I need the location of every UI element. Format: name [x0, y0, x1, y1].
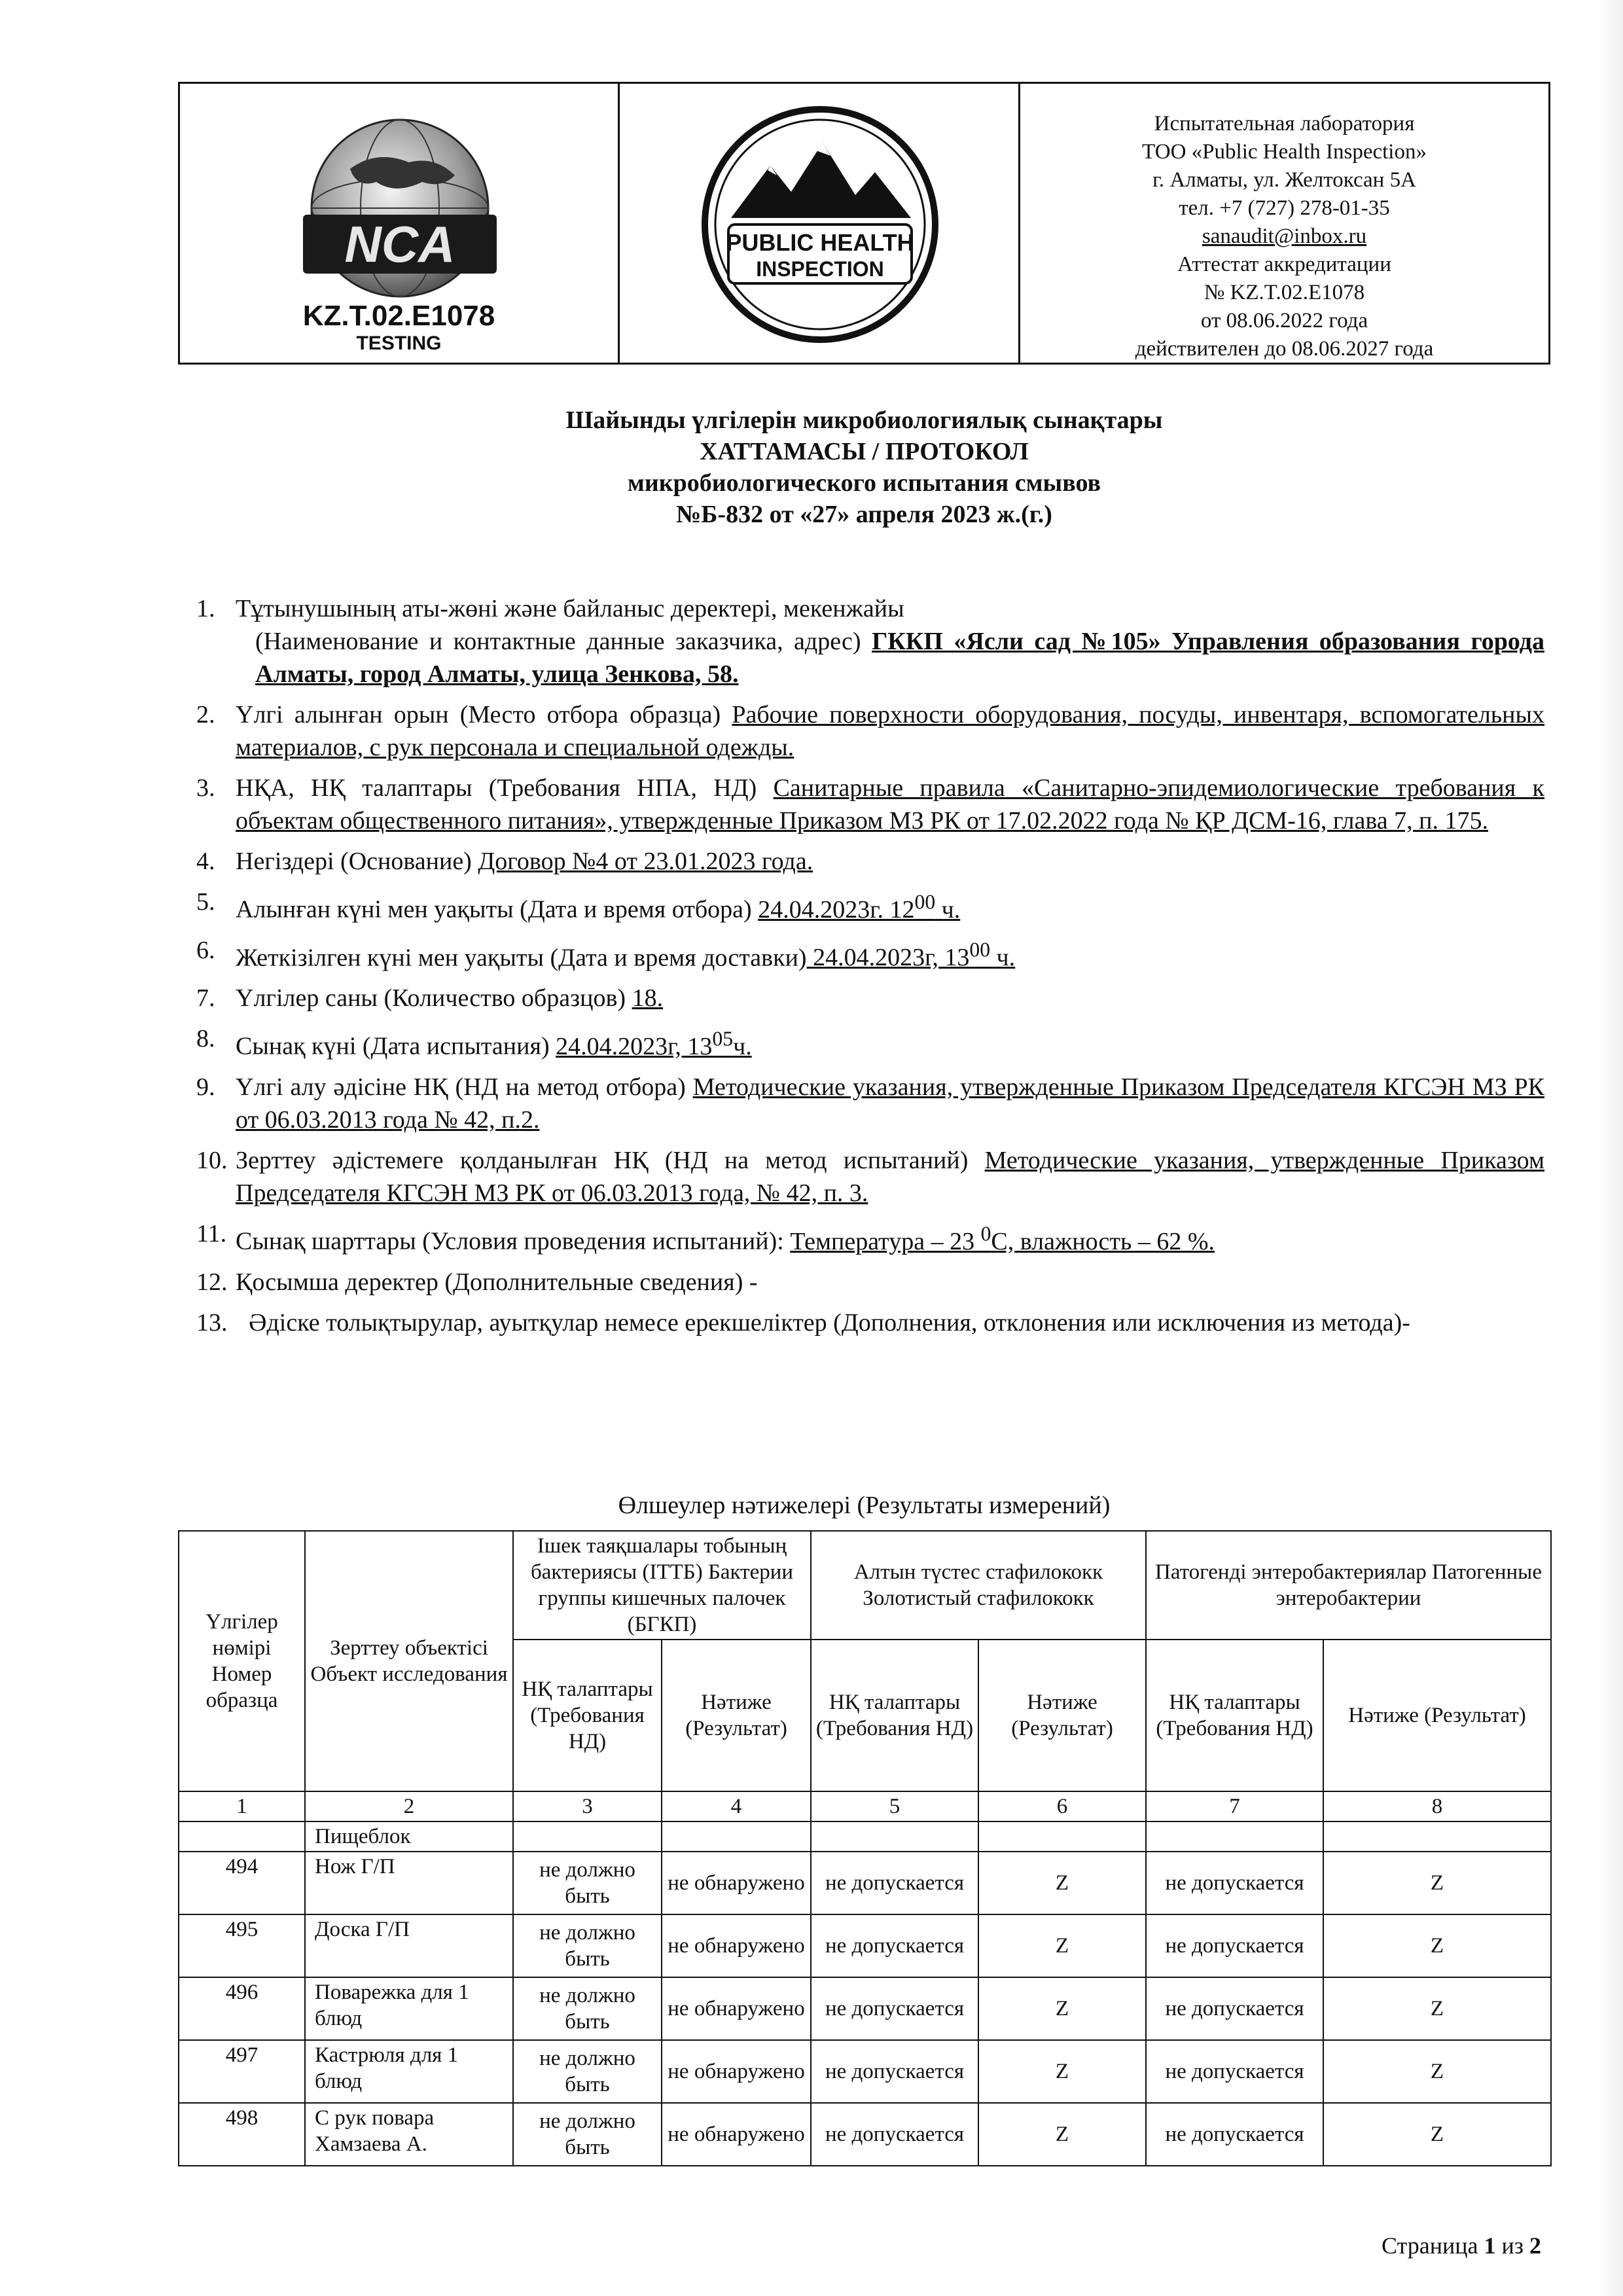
cell-staph-res: Z: [978, 2103, 1146, 2166]
scan-edge-shadow: [1597, 0, 1623, 2296]
item-label: Үлгі алу әдісіне НҚ (НД на метод отбора): [236, 1073, 686, 1101]
lab-line-1: Испытательная лаборатория: [1154, 112, 1415, 135]
item-number: 5.: [196, 888, 215, 916]
column-number: 4: [662, 1791, 811, 1821]
page-prefix: Страница: [1382, 2233, 1484, 2259]
cell-patho-res: Z: [1323, 1852, 1551, 1914]
table-row: [179, 1977, 1551, 2040]
item-11: [196, 1217, 1544, 1258]
lab-line-2: ТОО «Public Health Inspection»: [1142, 140, 1427, 164]
header-res: Нәтиже (Результат): [978, 1640, 1146, 1791]
cell-bgkp-res: не обнаружено: [662, 2103, 811, 2166]
phi-logo-line1: PUBLIC HEALTH: [726, 229, 914, 256]
header-staph: Алтын түстес стафилококк Золотистый стафилококк: [811, 1531, 1146, 1640]
item-1: [196, 592, 1544, 691]
nca-globe-logo: [180, 84, 620, 300]
item-value: ГККП «Ясли сад №105» Управления образования города Алматы, город Алматы, улица Зенкова, 58.: [255, 628, 1545, 688]
item-number: 1.: [196, 595, 215, 622]
item-value: 24.04.2023г. 12: [758, 895, 915, 924]
public-health-inspection-logo: [620, 84, 1020, 363]
item-value: Методические указания, утвержденные Приказом Председателя КГСЭН МЗ РК от 06.03.2013 года № 42, п.2.: [236, 1073, 1545, 1134]
phi-logo-cell: [620, 84, 1020, 363]
title-line-4: №Б-832 от «27» апреля 2023 ж.(г.): [676, 501, 1052, 528]
title-line-2: ХАТТАМАСЫ / ПРОТОКОЛ: [700, 438, 1029, 465]
item-number: 6.: [196, 936, 215, 964]
cell-staph-req: не допускается: [811, 1852, 978, 1914]
laboratory-info: [1020, 110, 1548, 363]
laboratory-info-cell: [1020, 84, 1548, 363]
cell-sample-no: 497: [179, 2040, 305, 2103]
cell-patho-res: Z: [1323, 2103, 1551, 2166]
item-label: Үлгілер саны (Количество образцов): [236, 984, 626, 1013]
title-line-3: микробиологического испытания смывов: [627, 469, 1101, 497]
lab-line-4: тел. +7 (727) 278-01-35: [1179, 196, 1390, 220]
item-value-suffix: ч.: [990, 944, 1016, 972]
page-current: 1: [1484, 2233, 1496, 2259]
item-label: Әдіске толықтырулар, ауытқулар немесе ерекшеліктер (Дополнения, отклонения или исключения из метода)-: [249, 1308, 1410, 1336]
header-req: НҚ талаптары (Требования НД): [811, 1640, 978, 1791]
cell-object: Доска Г/П: [305, 1914, 513, 1977]
item-10: [196, 1144, 1544, 1210]
item-number: 10.: [196, 1146, 228, 1174]
item-value: Рабочие поверхности оборудования, посуды, инвентаря, вспомогательных материалов, с рук персонала и специальной одежды.: [236, 701, 1544, 761]
lab-line-9: действителен до 08.06.2027 года: [1135, 337, 1434, 361]
accreditation-code: KZ.T.02.E1078: [302, 300, 495, 332]
lab-line-8: от 08.06.2022 года: [1200, 309, 1368, 332]
cell-staph-req: не допускается: [811, 1977, 978, 2040]
title-line-1: Шайынды үлгілерін микробиологиялық сынақтары: [565, 406, 1163, 434]
item-number: 11.: [196, 1219, 227, 1247]
item-number: 13.: [196, 1308, 228, 1336]
cell-staph-res: Z: [978, 1914, 1146, 1977]
item-number: 8.: [196, 1025, 215, 1053]
table-row: [179, 1914, 1551, 1977]
item-4: [196, 845, 1544, 878]
table-row: [179, 1852, 1551, 1914]
cell-patho-req: не допускается: [1146, 2103, 1323, 2166]
item-label: НҚА, НҚ талаптары (Требования НПА, НД): [236, 774, 757, 802]
header-bgkp: Ішек таяқшалары тобының бактериясы (ІТТБ) Бактерии группы кишечных палочек (БГКП): [513, 1531, 811, 1640]
item-label: Қосымша деректер (Дополнительные сведения) -: [236, 1268, 758, 1296]
item-number: 7.: [196, 984, 215, 1013]
cell-bgkp-res: не обнаружено: [662, 1977, 811, 2040]
cell-staph-res: Z: [978, 1852, 1146, 1914]
cell-patho-req: не допускается: [1146, 1977, 1323, 2040]
accreditation-logo-cell: [180, 84, 620, 363]
item-label: Негіздері (Основание): [236, 848, 472, 875]
column-number: 8: [1323, 1791, 1551, 1821]
column-number: 3: [513, 1791, 662, 1821]
item-value: 18.: [632, 984, 664, 1013]
item-2: [196, 698, 1544, 764]
header-sample-no: Үлгілер нөмірі Номер образца: [179, 1531, 305, 1791]
cell-bgkp-req: не должно быть: [513, 2040, 662, 2103]
section-row: [179, 1821, 1551, 1852]
cell-sample-no: 495: [179, 1914, 305, 1977]
header-row-1: [179, 1531, 1551, 1640]
cell-object: С рук повара Хамзаева А.: [305, 2103, 513, 2166]
item-label: Зерттеу әдістемеге қолданылған НҚ (НД на метод испытаний): [236, 1146, 969, 1174]
item-value-suffix: ч.: [733, 1032, 752, 1060]
nca-logo-text: NCA: [344, 215, 455, 273]
cell-sample-no: 494: [179, 1852, 305, 1914]
lab-line-6: Аттестат аккредитации: [1177, 253, 1391, 276]
header-req: НҚ талаптары (Требования НД): [1146, 1640, 1323, 1791]
item-label: Сынақ шарттары (Условия проведения испытаний):: [236, 1227, 784, 1255]
item-label: Тұтынушының аты-жөні және байланыс деректері, мекенжайы: [236, 595, 904, 622]
lab-email-link[interactable]: sanaudit@inbox.ru: [1202, 224, 1367, 248]
cell-bgkp-res: не обнаружено: [662, 1914, 811, 1977]
cell-object: Нож Г/П: [305, 1852, 513, 1914]
cell-sample-no: 498: [179, 2103, 305, 2166]
cell-sample-no: 496: [179, 1977, 305, 2040]
cell-bgkp-req: не должно быть: [513, 1977, 662, 2040]
header-req: НҚ талаптары (Требования НД): [513, 1640, 662, 1791]
table-row: [179, 2103, 1551, 2166]
item-label: Үлгі алынған орын (Место отбора образца): [236, 701, 721, 728]
header-res: Нәтиже (Результат): [1323, 1640, 1551, 1791]
cell-bgkp-req: не должно быть: [513, 1852, 662, 1914]
column-number: 5: [811, 1791, 978, 1821]
item-value: Методические указания, утвержденные Приказом Председателя КГСЭН МЗ РК от 06.03.2013 года, № 42, п. 3.: [236, 1146, 1544, 1207]
lab-line-7: № KZ.T.02.E1078: [1204, 281, 1365, 304]
item-number: 4.: [196, 848, 215, 875]
cell-staph-res: Z: [978, 1977, 1146, 2040]
column-numbers-row: [179, 1791, 1551, 1821]
item-number: 9.: [196, 1073, 215, 1101]
item-number: 2.: [196, 701, 215, 728]
item-value-sup: 00: [914, 890, 936, 913]
section-label: Пищеблок: [305, 1821, 513, 1852]
document-header: [178, 82, 1550, 365]
cell-bgkp-res: не обнаружено: [662, 2040, 811, 2103]
item-value: 24.04.2023г, 13: [556, 1032, 713, 1060]
item-value-suffix: ч.: [935, 895, 961, 924]
cell-staph-req: не допускается: [811, 1914, 978, 1977]
header-patho: Патогенді энтеробактериялар Патогенные энтеробактерии: [1146, 1531, 1551, 1640]
item-value: Договор №4 от 23.01.2023 года.: [478, 848, 813, 875]
item-value-sup: 0: [980, 1221, 991, 1245]
item-value: 24.04.2023г, 13: [806, 944, 970, 972]
item-value: Температура – 23: [790, 1227, 981, 1255]
item-value-tail: С, влажность – 62 %.: [991, 1227, 1215, 1255]
protocol-items: [196, 592, 1544, 1347]
column-number: 2: [305, 1791, 513, 1821]
cell-patho-res: Z: [1323, 2040, 1551, 2103]
cell-bgkp-res: не обнаружено: [662, 1852, 811, 1914]
item-6: [196, 934, 1544, 975]
cell-staph-req: не допускается: [811, 2103, 978, 2166]
cell-patho-res: Z: [1323, 1977, 1551, 2040]
item-label-ru: (Наименование и контактные данные заказчика, адрес): [255, 628, 861, 655]
cell-patho-req: не допускается: [1146, 1852, 1323, 1914]
page-total: 2: [1529, 2233, 1541, 2259]
item-8: [196, 1022, 1544, 1063]
header-res: Нәтиже (Результат): [662, 1640, 811, 1791]
cell-staph-res: Z: [978, 2040, 1146, 2103]
item-number: 3.: [196, 774, 215, 802]
item-value-sup: 00: [969, 938, 991, 961]
phi-logo-line2: INSPECTION: [756, 257, 884, 281]
item-12: [196, 1266, 1544, 1299]
cell-object: Кастрюля для 1 блюд: [305, 2040, 513, 2103]
column-number: 7: [1146, 1791, 1323, 1821]
results-title: Өлшеулер нәтижелері (Результаты измерений): [618, 1492, 1111, 1519]
lab-line-3: г. Алматы, ул. Желтоксан 5А: [1152, 168, 1416, 192]
item-label: Сынақ күні (Дата испытания): [236, 1032, 550, 1060]
cell-patho-req: не допускается: [1146, 2040, 1323, 2103]
item-13: [196, 1306, 1544, 1339]
item-value: Санитарные правила «Санитарно-эпидемиологические требования к объектам общественного питания», утвержденные Приказом МЗ РК от 17.02.2022 года № ҚР ДСМ-16, глава 7, п. 175.: [236, 774, 1544, 834]
results-table: [178, 1530, 1552, 2166]
item-label: Жеткізілген күні мен уақыты (Дата и время доставки): [236, 944, 807, 972]
protocol-title: [178, 404, 1550, 530]
item-7: [196, 982, 1544, 1014]
accreditation-testing: TESTING: [356, 332, 442, 354]
cell-patho-req: не допускается: [1146, 1914, 1323, 1977]
item-3: [196, 772, 1544, 837]
column-number: 6: [978, 1791, 1146, 1821]
cell-bgkp-req: не должно быть: [513, 2103, 662, 2166]
page-mid: из: [1495, 2233, 1529, 2259]
item-5: [196, 886, 1544, 926]
cell-object: Поварежка для 1 блюд: [305, 1977, 513, 2040]
page-number: [1382, 2232, 1541, 2259]
column-number: 1: [179, 1791, 305, 1821]
table-row: [179, 2040, 1551, 2103]
header-object: Зерттеу объектісі Объект исследования: [305, 1531, 513, 1791]
cell-bgkp-req: не должно быть: [513, 1914, 662, 1977]
item-label: Алынған күні мен уақыты (Дата и время отбора): [236, 895, 752, 924]
cell-patho-res: Z: [1323, 1914, 1551, 1977]
item-value-sup: 05: [712, 1027, 734, 1050]
item-number: 12.: [196, 1268, 228, 1296]
cell-staph-req: не допускается: [811, 2040, 978, 2103]
item-9: [196, 1071, 1544, 1136]
